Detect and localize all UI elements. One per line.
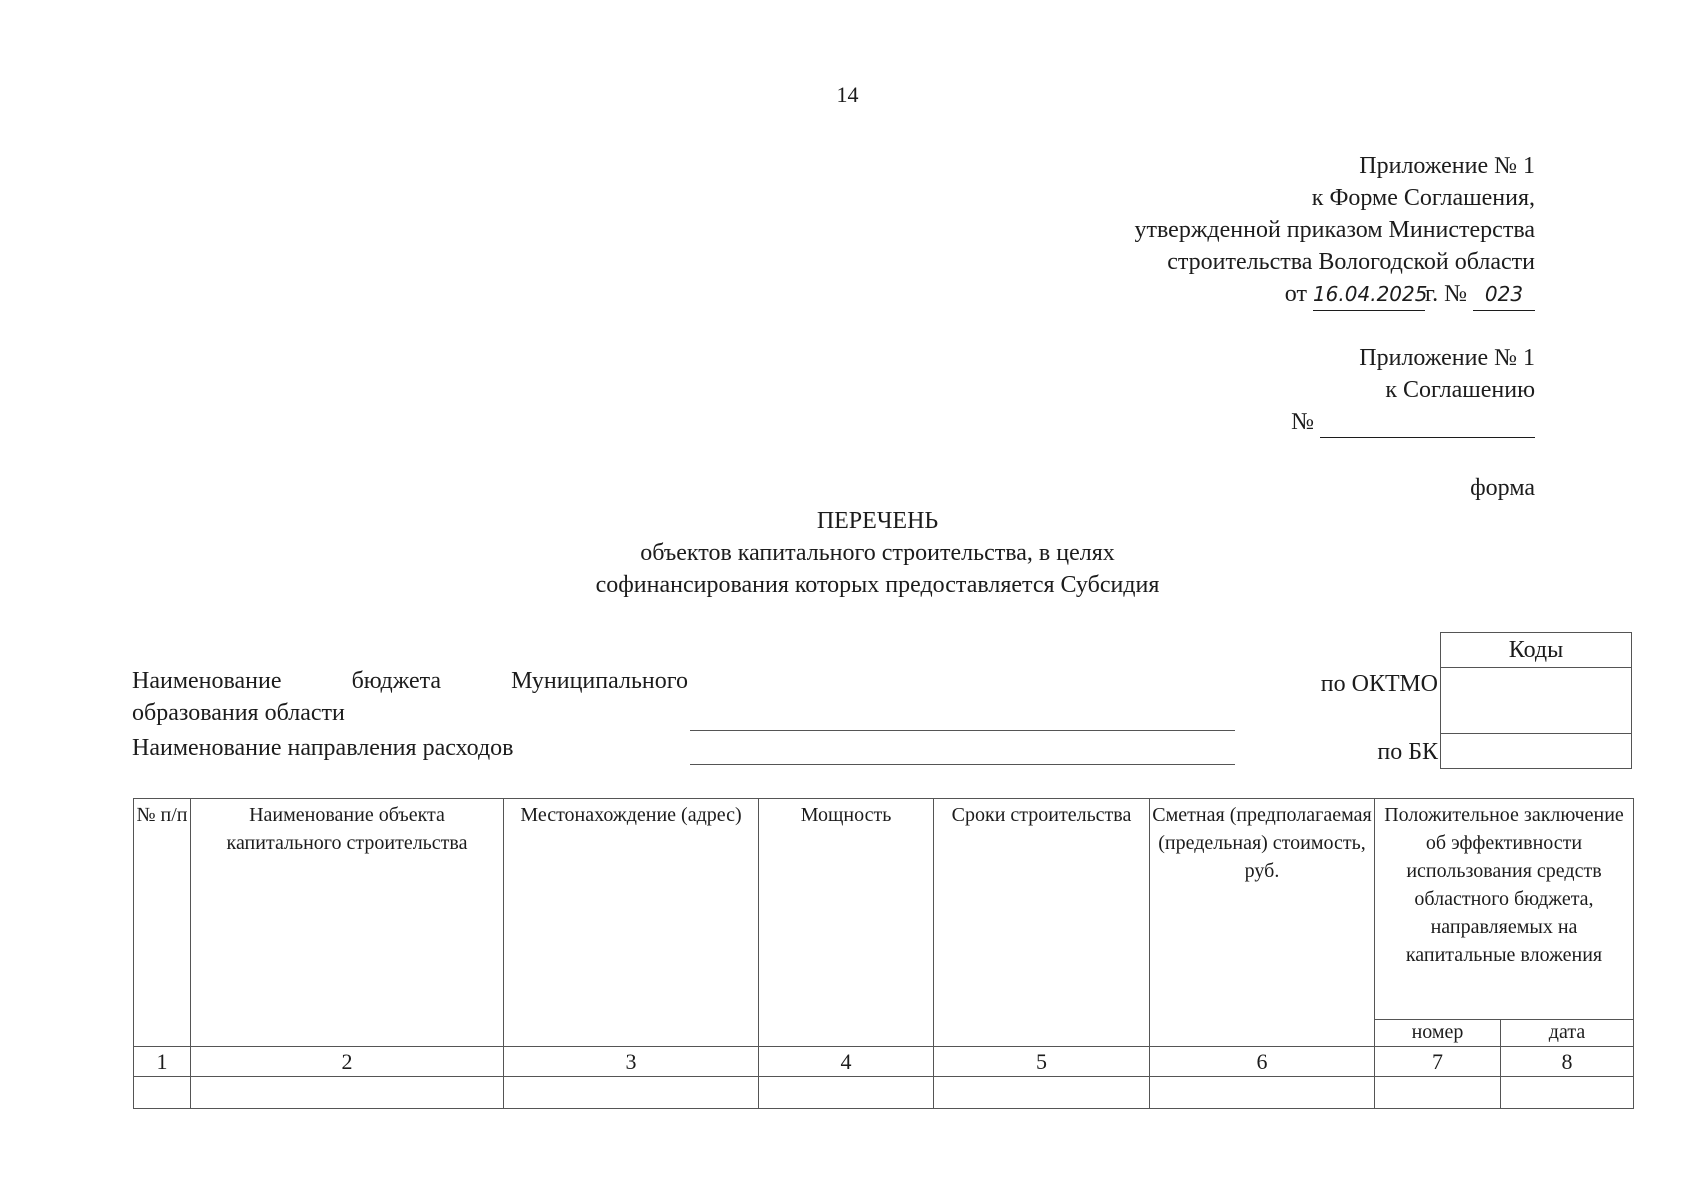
header-cost: Сметная (предполагаемая (предельная) стоимость, руб. [1150,799,1375,1047]
title-main: ПЕРЕЧЕНЬ [816,508,939,534]
header-terms: Сроки строительства [934,799,1150,1047]
approval-date-line [1135,278,1536,311]
column-number: 2 [191,1047,504,1077]
approval-year-suffix: г. № [1424,281,1467,307]
budget-name-line [690,730,1235,731]
approval-date: 16.04.2025 [1313,278,1425,311]
empty-cell [1501,1077,1634,1109]
budget-name-label-cont: образования области [132,700,345,726]
header-location: Местонахождение (адрес) [504,799,759,1047]
header-name: Наименование объекта капитального строительства [191,799,504,1047]
title-line-2: объектов капитального строительства, в целях [640,540,1115,566]
approval-line-1: Приложение № 1 [1359,153,1535,179]
oktmo-label: по ОКТМО [1320,671,1438,697]
subheader-number: номер [1375,1020,1501,1047]
header-conclusion: Положительное заключение об эффективности использования средств областного бюджета, направляемых на капитальные вложения [1375,799,1634,1020]
page-number: 14 [836,82,859,107]
approval-line-3: утвержденной приказом Министерства [1134,217,1535,243]
header-capacity: Мощность [759,799,934,1047]
codes-divider [1441,733,1631,734]
bk-label: по БК [1377,739,1438,765]
column-number: 8 [1501,1047,1634,1077]
document-title [0,505,1695,601]
approval-line-4: строительства Вологодской области [1167,249,1535,275]
annex-line-2: к Соглашению [1385,377,1535,403]
annex-number-line [1291,406,1535,438]
column-number: 3 [504,1047,759,1077]
empty-cell [191,1077,504,1109]
direction-line [690,764,1235,765]
subheader-date: дата [1501,1020,1634,1047]
approval-line-2: к Форме Соглашения, [1311,185,1535,211]
codes-box [1440,632,1632,769]
empty-cell [1150,1077,1375,1109]
approval-block [1135,150,1536,311]
annex-line-1: Приложение № 1 [1359,345,1535,371]
approval-date-prefix: от [1284,281,1307,307]
table-row [134,1047,1634,1077]
direction-label: Наименование направления расходов [132,735,514,761]
column-number: 7 [1375,1047,1501,1077]
title-line-3: софинансирования которых предоставляется Субсидия [595,572,1160,598]
annex-block [1291,342,1535,438]
column-number: 6 [1150,1047,1375,1077]
table-header-row [134,799,1634,1020]
budget-name-label: Наименование бюджета Муниципального [132,668,688,694]
empty-cell [1375,1077,1501,1109]
codes-header: Коды [1441,633,1631,668]
column-number: 5 [934,1047,1150,1077]
column-number: 4 [759,1047,934,1077]
empty-cell [934,1077,1150,1109]
header-num: № п/п [134,799,191,1047]
empty-cell [134,1077,191,1109]
annex-number-blank [1320,413,1535,438]
column-number: 1 [134,1047,191,1077]
empty-cell [759,1077,934,1109]
empty-cell [504,1077,759,1109]
approval-number: 023 [1473,278,1535,311]
table-row [134,1077,1634,1109]
annex-number-label: № [1291,409,1314,435]
objects-table [133,798,1634,1109]
form-label: форма [1470,475,1535,501]
